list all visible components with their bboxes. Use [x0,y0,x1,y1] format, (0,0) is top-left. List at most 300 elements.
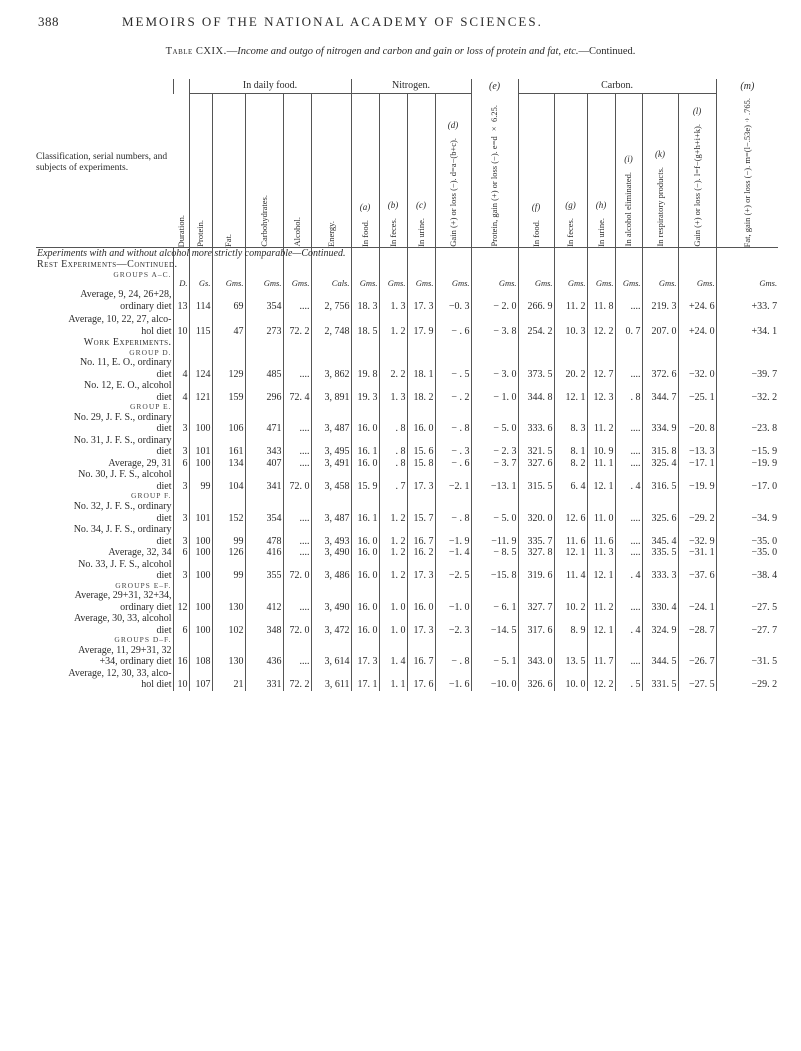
value-cell: 3, 493 [311,536,351,548]
empty-cell [245,668,283,680]
group-heading: GROUPS E–F. [115,580,172,590]
empty-cell [716,469,778,481]
empty-cell [351,289,379,301]
empty-cell [407,668,435,680]
value-cell: −23. 8 [716,423,778,435]
empty-cell [554,524,587,536]
value-cell: −35. 0 [716,536,778,548]
empty-cell [212,645,245,657]
empty-cell [189,403,212,412]
empty-cell [716,403,778,412]
value-cell: 101 [189,513,212,525]
empty-cell [518,357,554,369]
empty-cell [189,412,212,424]
value-cell: 15. 7 [407,513,435,525]
empty-cell [311,412,351,424]
value-cell: 6 [173,547,189,559]
empty-cell [678,337,716,349]
empty-cell [435,501,471,513]
value-cell: 15. 6 [407,446,435,458]
empty-cell [379,380,407,392]
unit-cell: Gms. [554,279,587,289]
empty-cell [518,590,554,602]
empty-cell [379,501,407,513]
empty-cell [587,314,615,326]
value-cell: −1. 4 [435,547,471,559]
empty-cell [554,668,587,680]
empty-cell [311,349,351,358]
empty-cell [407,559,435,571]
empty-cell [518,337,554,349]
empty-cell [642,435,678,447]
empty-cell [642,492,678,501]
empty-cell [678,492,716,501]
empty-cell [311,492,351,501]
empty-cell [311,501,351,513]
value-cell: . 4 [615,625,642,637]
value-cell: 11. 8 [587,301,615,313]
empty-cell [283,590,311,602]
value-cell: − 5. 1 [471,656,518,668]
row-label-cell [36,570,173,582]
empty-cell [283,492,311,501]
empty-cell [518,380,554,392]
value-cell: − 2. 0 [471,301,518,313]
value-cell: −13. 3 [678,446,716,458]
empty-cell [212,492,245,501]
empty-cell [435,349,471,358]
value-cell: 129 [212,369,245,381]
value-cell: 8. 2 [554,458,587,470]
empty-cell [518,501,554,513]
empty-cell [678,590,716,602]
value-cell: .... [283,547,311,559]
empty-cell [173,435,189,447]
row-label-cont: +34, ordinary diet [99,656,172,668]
empty-cell [379,259,407,271]
value-cell: 3, 491 [311,458,351,470]
empty-cell [212,559,245,571]
value-cell: 1. 2 [379,536,407,548]
row-label: No. 12, E. O., alcohol [84,380,172,392]
empty-cell [642,645,678,657]
value-cell: .... [283,536,311,548]
value-cell: 207. 0 [642,326,678,338]
empty-cell [379,645,407,657]
value-cell: 6 [173,625,189,637]
group-heading: GROUP E. [130,402,172,412]
empty-cell [173,668,189,680]
value-cell: − . 8 [435,423,471,435]
e-header: (e) [471,79,518,94]
empty-cell [173,289,189,301]
value-cell: +24. 0 [678,326,716,338]
unit-cell: Gs. [189,279,212,289]
empty-cell [173,492,189,501]
empty-cell [587,590,615,602]
value-cell: 343 [245,446,283,458]
empty-cell [379,668,407,680]
value-cell: 372. 6 [642,369,678,381]
col-c-food: In food. [530,219,541,247]
value-cell: 10 [173,679,189,691]
value-cell: 126 [212,547,245,559]
value-cell: 20. 2 [554,369,587,381]
empty-cell [471,636,518,645]
value-cell: 3, 487 [311,513,351,525]
empty-cell [678,412,716,424]
row-label-cell [36,656,173,668]
value-cell: 99 [212,536,245,548]
value-cell: 104 [212,481,245,493]
value-cell: 3, 614 [311,656,351,668]
value-cell: 315. 8 [642,446,678,458]
row-label: No. 32, J. F. S., ordinary [73,501,172,513]
empty-cell [587,380,615,392]
value-cell: −39. 7 [716,369,778,381]
value-cell: 3, 891 [311,392,351,404]
page-number: 388 [38,14,59,29]
empty-cell [471,613,518,625]
empty-cell [283,645,311,657]
value-cell: 12. 1 [587,481,615,493]
value-cell: −32. 0 [678,369,716,381]
empty-cell [716,501,778,513]
empty-cell [173,645,189,657]
empty-cell [283,582,311,591]
empty-cell [407,501,435,513]
value-cell: −38. 4 [716,570,778,582]
value-cell: .... [283,602,311,614]
group-heading: GROUPS D–F. [114,635,172,645]
empty-cell [716,380,778,392]
value-cell: 331. 5 [642,679,678,691]
empty-cell [245,469,283,481]
value-cell: −29. 2 [716,679,778,691]
value-cell: 16. 0 [351,602,379,614]
empty-cell [173,501,189,513]
value-cell: 343. 0 [518,656,554,668]
value-cell: −1. 0 [435,602,471,614]
value-cell: 16 [173,656,189,668]
value-cell: 1. 3 [379,301,407,313]
unit-cell: Cals. [311,279,351,289]
value-cell: 15. 8 [407,458,435,470]
empty-cell [554,559,587,571]
value-cell: 130 [212,602,245,614]
caption-text: Income and outgo of nitrogen and carbon and gain or loss of protein and fat, etc. [237,46,579,57]
classification-header: Classification, serial numbers, and subjects of experiments. [36,152,168,173]
value-cell: − 3. 0 [471,369,518,381]
value-cell: 16. 0 [351,423,379,435]
value-cell: 12. 1 [554,392,587,404]
empty-cell [435,613,471,625]
empty-cell [407,349,435,358]
empty-cell [311,403,351,412]
empty-cell [407,247,435,259]
value-cell: −37. 6 [678,570,716,582]
empty-cell [435,259,471,271]
value-cell: 344. 5 [642,656,678,668]
col-protein: Protein. [195,220,206,247]
empty-cell [554,645,587,657]
value-cell: −27. 5 [678,679,716,691]
empty-cell [716,412,778,424]
value-cell: 2. 2 [379,369,407,381]
empty-cell [283,613,311,625]
col-n-feces-sub: (b) [387,199,399,210]
empty-cell [311,559,351,571]
empty-cell [518,492,554,501]
empty-cell [435,668,471,680]
empty-cell [407,357,435,369]
page-header [0,14,801,34]
empty-cell [245,636,283,645]
row-label-cont: diet [156,570,172,582]
empty-cell [435,289,471,301]
value-cell: 2, 748 [311,326,351,338]
value-cell: .... [615,513,642,525]
value-cell: 16. 0 [351,458,379,470]
value-cell: 1. 0 [379,625,407,637]
empty-cell [642,337,678,349]
col-c-resp: In respiratory products. [654,167,665,247]
value-cell: −17. 0 [716,481,778,493]
empty-cell [189,380,212,392]
row-label-cell [36,602,173,614]
empty-cell [435,380,471,392]
empty-cell [351,501,379,513]
empty-cell [245,613,283,625]
value-cell: − 3. 8 [471,326,518,338]
unit-cell: Gms. [212,279,245,289]
value-cell: . 4 [615,570,642,582]
value-cell: 72. 2 [283,326,311,338]
value-cell: 17. 3 [351,656,379,668]
empty-cell [407,289,435,301]
empty-cell [189,645,212,657]
empty-cell [245,403,283,412]
empty-cell [554,314,587,326]
empty-cell [351,469,379,481]
carbon-header: Carbon. [518,79,716,94]
empty-cell [245,337,283,349]
value-cell: −15. 9 [716,446,778,458]
empty-cell [678,469,716,481]
value-cell: 354 [245,301,283,313]
empty-cell [435,247,471,259]
value-cell: − 6. 1 [471,602,518,614]
empty-cell [435,403,471,412]
value-cell: 21 [212,679,245,691]
value-cell: 354 [245,513,283,525]
empty-cell [379,469,407,481]
value-cell: 16. 1 [351,446,379,458]
empty-cell [678,645,716,657]
value-cell: 100 [189,570,212,582]
col-n-gain-sub: (d) [447,119,459,130]
empty-cell [678,501,716,513]
empty-cell [407,582,435,591]
empty-cell [678,247,716,259]
row-label-cont: diet [156,368,172,380]
row-label-cell [36,536,173,548]
empty-cell [716,289,778,301]
empty-cell [678,524,716,536]
row-label: Average, 10, 22, 27, alco- [68,314,172,326]
value-cell: 320. 0 [518,513,554,525]
col-protein-gain: Protein, gain (+) or loss (−). e=d × 6.25. [489,105,500,247]
row-label-cont: ordinary diet [120,601,172,613]
value-cell: 16. 7 [407,536,435,548]
empty-cell [678,435,716,447]
empty-cell [351,492,379,501]
empty-cell [407,412,435,424]
value-cell: −11. 9 [471,536,518,548]
empty-cell [351,380,379,392]
empty-cell [716,492,778,501]
empty-cell [678,380,716,392]
value-cell: 12. 6 [554,513,587,525]
value-cell: 11. 1 [587,458,615,470]
empty-cell [189,559,212,571]
value-cell: 11. 3 [587,547,615,559]
empty-cell [678,349,716,358]
value-cell: . 5 [615,679,642,691]
value-cell: 18. 5 [351,326,379,338]
empty-cell [311,613,351,625]
value-cell: 344. 8 [518,392,554,404]
empty-cell [311,668,351,680]
value-cell: −17. 1 [678,458,716,470]
empty-cell [554,501,587,513]
row-label: No. 34, J. F. S., ordinary [73,524,172,536]
col-c-alcohol: In alcohol eliminated. [623,172,634,247]
m-header: (m) [716,79,778,94]
value-cell: 321. 5 [518,446,554,458]
empty-cell [518,259,554,271]
value-cell: − 8. 5 [471,547,518,559]
value-cell: 16. 0 [407,423,435,435]
value-cell: 416 [245,547,283,559]
empty-cell [615,412,642,424]
empty-cell [471,582,518,591]
empty-cell [351,337,379,349]
empty-cell [311,314,351,326]
nitrogen-header: Nitrogen. [351,79,471,94]
value-cell: 17. 1 [351,679,379,691]
value-cell: 10. 2 [554,602,587,614]
empty-cell [716,559,778,571]
value-cell: 325. 6 [642,513,678,525]
empty-cell [554,357,587,369]
value-cell: .... [283,458,311,470]
empty-cell [615,469,642,481]
value-cell: 334. 9 [642,423,678,435]
value-cell: .... [283,369,311,381]
value-cell: −2. 3 [435,625,471,637]
empty-cell [212,469,245,481]
value-cell: 12. 7 [587,369,615,381]
value-cell: 3, 458 [311,481,351,493]
value-cell: − . 5 [435,369,471,381]
empty-cell [407,259,435,271]
value-cell: . 8 [615,392,642,404]
empty-cell [471,668,518,680]
empty-cell [716,613,778,625]
value-cell: 17. 9 [407,326,435,338]
value-cell: 130 [212,656,245,668]
value-cell: 17. 3 [407,625,435,637]
value-cell: 13. 5 [554,656,587,668]
value-cell: −2. 5 [435,570,471,582]
value-cell: . 4 [615,481,642,493]
empty-cell [245,357,283,369]
value-cell: 3 [173,570,189,582]
value-cell: 0. 7 [615,326,642,338]
row-label-cont: hol diet [141,325,172,337]
empty-cell [189,435,212,447]
value-cell: 345. 4 [642,536,678,548]
empty-cell [642,259,678,271]
value-cell: . 8 [379,458,407,470]
value-cell: 17. 3 [407,481,435,493]
empty-cell [678,357,716,369]
value-cell: 100 [189,547,212,559]
empty-cell [716,349,778,358]
empty-cell [379,314,407,326]
empty-cell [189,582,212,591]
empty-cell [615,357,642,369]
empty-cell [283,668,311,680]
value-cell: 12. 3 [587,392,615,404]
value-cell: 3, 486 [311,570,351,582]
value-cell: 436 [245,656,283,668]
empty-cell [245,314,283,326]
value-cell: 114 [189,301,212,313]
empty-cell [189,613,212,625]
empty-cell [678,289,716,301]
col-c-food-sub: (f) [531,201,541,212]
empty-cell [351,590,379,602]
unit-cell: Gms. [716,279,778,289]
value-cell: 12. 1 [587,625,615,637]
empty-cell [554,289,587,301]
col-energy: Energy. [325,220,336,247]
empty-cell [379,590,407,602]
empty-cell [379,357,407,369]
value-cell: 12. 2 [587,326,615,338]
value-cell: −15. 8 [471,570,518,582]
empty-cell [173,636,189,645]
empty-cell [471,590,518,602]
empty-cell [311,645,351,657]
empty-cell [518,636,554,645]
value-cell: 152 [212,513,245,525]
value-cell: 485 [245,369,283,381]
empty-cell [245,582,283,591]
value-cell: 13 [173,301,189,313]
value-cell: 101 [189,446,212,458]
value-cell: .... [283,446,311,458]
unit-cell: Gms. [615,279,642,289]
empty-cell [351,668,379,680]
col-n-food-sub: (a) [359,201,371,212]
empty-cell [615,314,642,326]
value-cell: .... [615,536,642,548]
empty-cell [587,636,615,645]
empty-cell [587,645,615,657]
